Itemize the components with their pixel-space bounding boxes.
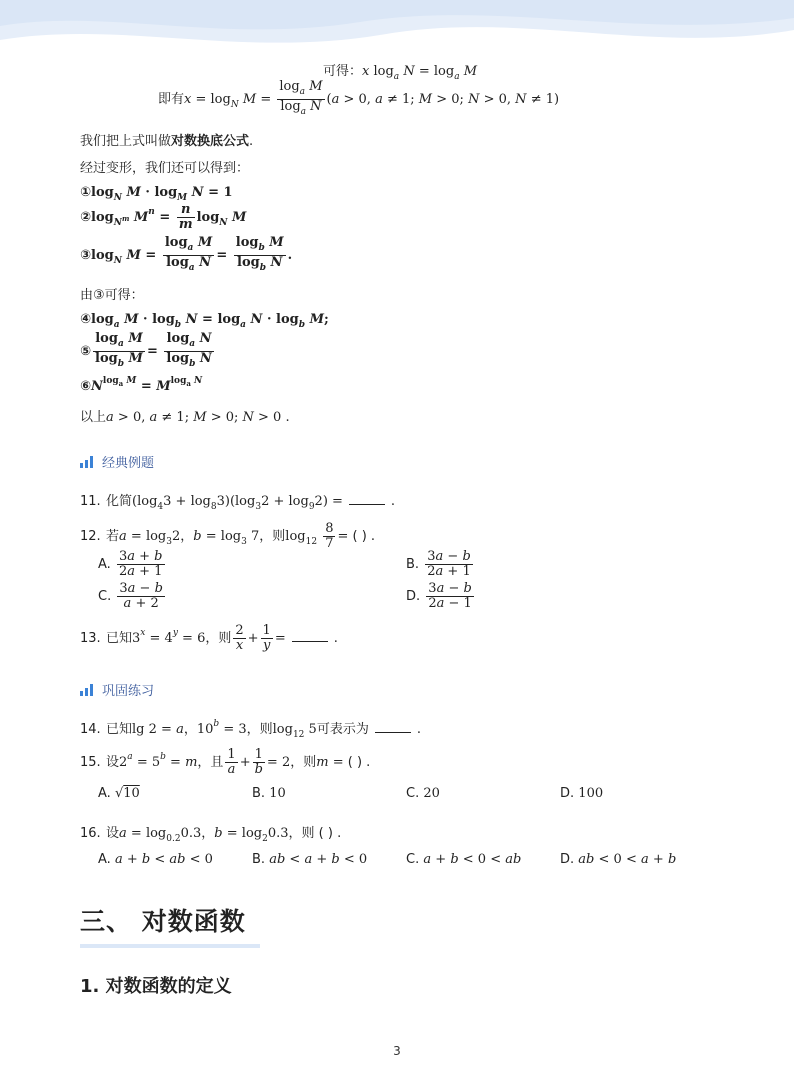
text: 若: [106, 529, 120, 544]
question-15: 15. 设$2^a = 5^b = m$，且 $\frac{1}{a}$ + $\frac{1}{b}$ = 2，则m = ( ) .: [80, 747, 371, 777]
text: ( ) .: [352, 529, 376, 544]
answer-blank[interactable]: [292, 631, 328, 642]
q15-option-a[interactable]: A. √10: [98, 786, 140, 801]
heading-underline: [80, 944, 260, 948]
page-number: 3: [393, 1044, 401, 1058]
answer-blank[interactable]: [349, 494, 385, 505]
option-label: A.: [98, 852, 111, 867]
text: .: [333, 631, 338, 646]
text: ，则: [259, 529, 286, 544]
text: 设: [106, 755, 120, 770]
subsection-heading-definition: 1. 对数函数的定义: [80, 976, 232, 997]
bar-chart-icon: [80, 684, 93, 696]
option-value: 100: [578, 786, 604, 801]
q15-option-b[interactable]: [252, 786, 286, 801]
question-number: 16.: [80, 826, 101, 841]
corollary-6: $⑥N^{log_a M} = M^{log_a N}$: [80, 376, 203, 394]
question-13: 13. 已知$3^x = 4^y = 6$，则 $\frac{2}{x}$ + $\frac{1}{y}$ = .: [80, 623, 338, 653]
question-number: 14.: [80, 722, 101, 737]
section-header-practice: [80, 680, 154, 699]
text: 可表示为: [316, 722, 369, 737]
text: .: [416, 722, 421, 737]
formula-line-1: 可得：x $\log_a N = \log_a M$: [322, 64, 478, 82]
option-label: B.: [252, 852, 266, 867]
section-title: 巩固练习: [102, 684, 155, 699]
option-label: D.: [560, 852, 575, 867]
section-title: 经典例题: [102, 456, 155, 471]
option-label: A.: [98, 786, 111, 801]
q12-option-c[interactable]: C. $\frac{3a - b}{a + 2}$: [98, 581, 163, 611]
formula-name-line: [80, 130, 253, 149]
option-value: 10: [269, 786, 286, 801]
transform-intro: 经过变形，我们还可以得到：: [80, 161, 250, 176]
text: ，则: [290, 755, 317, 770]
corollary-4: $④\log_a$ $M \cdot \log_b N = \log_a N \cdot \log_b M$;: [80, 312, 329, 330]
corollary-1: $①\log_N$ $M \cdot \log_M N = 1$: [80, 185, 233, 203]
text: ，且: [197, 755, 224, 770]
option-label: B.: [252, 786, 266, 801]
text: 设: [106, 826, 120, 841]
question-14: 14. 已知lg 2 = a，10$^b$ = 3，则$\log_{12} 5$可表示为 .: [80, 719, 421, 740]
question-number: 15.: [80, 755, 101, 770]
answer-blank[interactable]: [375, 722, 411, 733]
formula-line-2: 即有$x = \log_N M$ = $\frac{\log_a M}{\log_a N}$ (a > 0, a ≠ 1; M > 0; N > 0, N ≠ 1): [158, 79, 560, 117]
corollary-3: $③\log_N$ M = $\frac{\log_a M}{\log_a N}$ = $\frac{\log_b M}{\log_b N}$ .: [80, 235, 293, 273]
text: 我们把上式叫做: [80, 134, 172, 149]
question-number: 11.: [80, 494, 101, 509]
corollary-5: ⑤ $\frac{\log_a M}{\log_b M}$ = $\frac{\log_a N}{\log_b N}$: [80, 331, 212, 369]
text: ，: [180, 529, 194, 544]
section-heading-logarithmic-function: 三、 对数函数: [80, 907, 246, 936]
q15-option-c[interactable]: [406, 786, 440, 801]
q16-option-b[interactable]: B. ab < a + b < 0: [252, 852, 368, 867]
q16-option-d[interactable]: D. ab < 0 < a + b: [560, 852, 677, 867]
text: ( ) .: [347, 755, 371, 770]
text: 已知: [106, 722, 133, 737]
circled-number: ②: [80, 210, 92, 225]
circled-number: ④: [80, 312, 92, 327]
option-label: A.: [98, 557, 111, 572]
option-label: B.: [406, 557, 420, 572]
q12-option-b[interactable]: B. $\frac{3a - b}{2a + 1}$: [406, 549, 471, 579]
text: .: [249, 134, 254, 149]
q12-option-a[interactable]: A. $\frac{3a + b}{2a + 1}$: [98, 549, 163, 579]
question-11: 11. 化简$(\log_43 + \log_83)(\log_32 + \log_92)$ = .: [80, 494, 396, 512]
question-12: 12. 若$a = \log_32$，$b = \log_3 7$，则$\log_{12}$ $\frac{8}{7}$ = ( ) .: [80, 521, 376, 551]
text: 即有: [158, 92, 185, 107]
option-label: D.: [406, 589, 421, 604]
text: ，: [201, 826, 215, 841]
text: 以上: [80, 410, 107, 425]
q15-option-d[interactable]: [560, 786, 603, 801]
corollary-2: $②\log_{N^m}$ $M^n$ = $\frac{n}{m}$ $\log_N M$: [80, 202, 247, 232]
option-label: C.: [406, 786, 420, 801]
text: ，则: [246, 722, 273, 737]
option-label: D.: [560, 786, 575, 801]
q16-option-a[interactable]: A. a + b < ab < 0: [98, 852, 213, 867]
option-label: C.: [98, 589, 112, 604]
circled-number: ⑤: [80, 344, 92, 359]
text: ，则: [205, 631, 232, 646]
text: 已知: [106, 631, 133, 646]
bold-term: 对数换底公式: [171, 134, 250, 149]
circled-number: ③: [80, 248, 92, 263]
text: ，: [183, 722, 197, 737]
text: ，则 ( ) .: [288, 826, 342, 841]
section-header-classic: [80, 452, 154, 471]
option-label: C.: [406, 852, 420, 867]
bar-chart-icon: [80, 456, 93, 468]
text: 可得：: [322, 64, 362, 79]
circled-number: ⑥: [80, 379, 92, 394]
question-16: 16. 设$a = \log_{0.2}0.3$，$b = \log_20.3$，则 ( ) .: [80, 826, 342, 844]
from-3-text: 由③可得：: [80, 288, 144, 303]
circled-number: ①: [80, 185, 92, 200]
question-number: 12.: [80, 529, 101, 544]
question-number: 13.: [80, 631, 101, 646]
header-wave-decoration: [0, 0, 794, 60]
option-value: 20: [423, 786, 440, 801]
q12-option-d[interactable]: D. $\frac{3a - b}{2a - 1}$: [406, 581, 472, 611]
text: 化简: [106, 494, 133, 509]
conditions-line: 以上a > 0, a ≠ 1; M > 0; N > 0 .: [80, 410, 290, 425]
q16-option-c[interactable]: C. a + b < 0 < ab: [406, 852, 522, 867]
